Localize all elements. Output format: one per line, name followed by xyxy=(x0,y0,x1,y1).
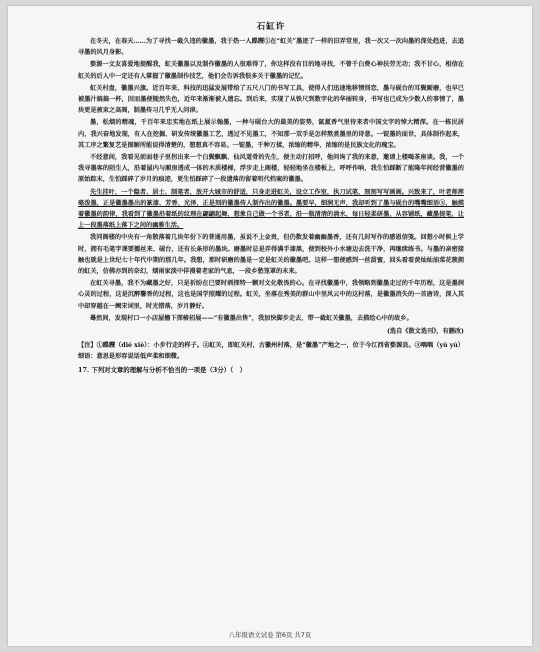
paragraph-6-underlined: 先生挂叶，一个隐者、居士、制笔者，放开大城市的舒适，只身走进虹关，设立工作室，执刀试笔，刻刻写写画画。兴致来了，叶老师挥毫泼墨，正是徽墨墨出的篆漆、芳香、光泽，正是刻的徽墨传人制作出的徽墨。墨要早，细润无声，我却听到了墨与砚台的嘴嘴细语③，触摸着徽墨的韵律，我看到了徽墨沿着纸的纹理在翩翩起舞，想象自己做一个书者，沿一瓶清清的淌水，每日轻柔研墨，从容铺纸，藏墨提笔，让上一段墨落纸上落下之间的幽雅生活。 xyxy=(78,188,464,230)
page-content xyxy=(78,20,464,376)
paragraph-1: 在冬天，在春天……为了寻找一截久违的徽墨，我于热一人蹀躞①在“虹关”墨迹了一样的旧弄堂里，我一次又一次向墨的深处趋进，去追寻墨的风月身影。 xyxy=(78,38,464,57)
paragraph-7: 我同阁楼的中央有一角散落着几块年份下的普通用墨，虽说不上金贵，但仍数发着幽幽墨香，还有几封写作的感恩信笺。回想小时候上学时，拥有毛笔字课要挪丝来、砚台，还有长条形的墨块。磨墨时总是弄得满手漆黑，便到校外小水塘边去洗干净，再继续练书。与墨的亲密接触也就是上世纪七十年代中期的那几年。我想，那时研磨的墨是一定是虹关的徽墨吧。这样一想便感到一丝甜蜜，回头看看黄灿灿油菜花簇拥的虹关，仿佛亦到的奈幻，烟雨家淡中佯漫着老家的气息，一段乡愁笼罩的未来。 xyxy=(78,234,464,276)
paragraph-3: 虹关村盘，徽墨兴旗。近百年来，科技的迅猛发展带给了五尺八门的书写工具，使得人们迅速地移情别恋，墨与砚台的耳鬓厮磨，也早已被墨汁搞搞一杯，因而墨便随然失色，近年来渐渐被人遗忘。到后来，实现了从铁尺到数字化的华丽转身，书写也已成为少数人的事情了，墨块更是被束之高阁，制墨传习几乎无人问津。 xyxy=(78,84,464,115)
footnotes: 【注】①蹀躞（dié xiè）：小步行走的样子。②虹关，即虹关村，古徽州村落，是“徽墨”产地之一，位于今江西省婺源县。③喁喁（yú yú）细语：意思是形容说话低声柔和细微。 xyxy=(78,342,464,361)
exam-page xyxy=(8,6,532,646)
source-citation: (选自《散文选刊》，有删改) xyxy=(386,328,464,336)
article-title: 石缸许 xyxy=(256,22,286,32)
paragraph-8: 在虹关寻墨，我不为藏墨之好，只是祈盼在已要时刺探特一颗对文化敬畏的心。在寻找徽墨中，我领略到徽墨走过的千年历程，这是墨润心灵的过程，这是沉醉馨香的过程，这也是国学照耀的过程。虹关，坐落在秀美的群山中里风云中的这村落，是徽墨消失的一首唐诗，深入其中却穿越在一阙宋词里，时光错落，岁月静好。 xyxy=(78,280,464,310)
question-17: 17. 下列对文章的理解与分析不恰当的一项是（3分）（ ） xyxy=(78,366,246,375)
paragraph-4: 墨，松烟的精魂，千百年来忠实地在纸上展示翰墨，一种与砚台大的最美的姿势，氤氲香气里待来者中国文字的悼大精深。在一栋民居内，我兴奋地发现，有人在挖掘、研发传统徽墨工艺，透过不见墨工，不知那一双手是怎样熬煮墨里的诗意。一锭墨的面世，具体制作起来，其工序之繁复艺是图解所能说得清楚的，想想真不容易。一锭墨，千种万揉，浓缩的精华，浓缩的是民族文化的瑰宝。 xyxy=(78,119,464,149)
paragraph-9: 蓦然间，发现村口一小店屋檐下探椿招展——“有徽墨出售”，我加快脚步走去，带一截虹关徽墨，去描绘心中的故乡。 xyxy=(90,314,413,322)
paragraph-2: 婺源一文友喜爱地提醒我，虹关徽墨以及制作徽墨的人很难得了，你这样没有目的地寻找，不曾千白费心神扶劳无功；我不甘心，相信在虹关的后人中一定还有人掌握了徽墨制作技艺，他们会告诉我很多关于徽墨的记忆。 xyxy=(78,61,464,80)
paragraph-5: 不经意间，我看见前面巷子里拐出来一个白鬓飘飘、仙风道骨的先生，便主动打招呼，他问询了我的来意，邀请上楼喝茶座谈。我，一个我寻墨客的陌生人，沿着屋内与厢房透成一体的木质楼梯，浮步走上阁楼，轻轻地坐在楼板上，呼呼作响，我生怕踩断了能隆年间经营徽墨的原始踪末，生怕踩碎了岁月的痕迹，更生怕踩碎了一段遗落的留着明代档案的徽墨。 xyxy=(78,154,464,184)
page-footer: 八年级语文试卷 第6页 共7页 xyxy=(228,631,312,639)
